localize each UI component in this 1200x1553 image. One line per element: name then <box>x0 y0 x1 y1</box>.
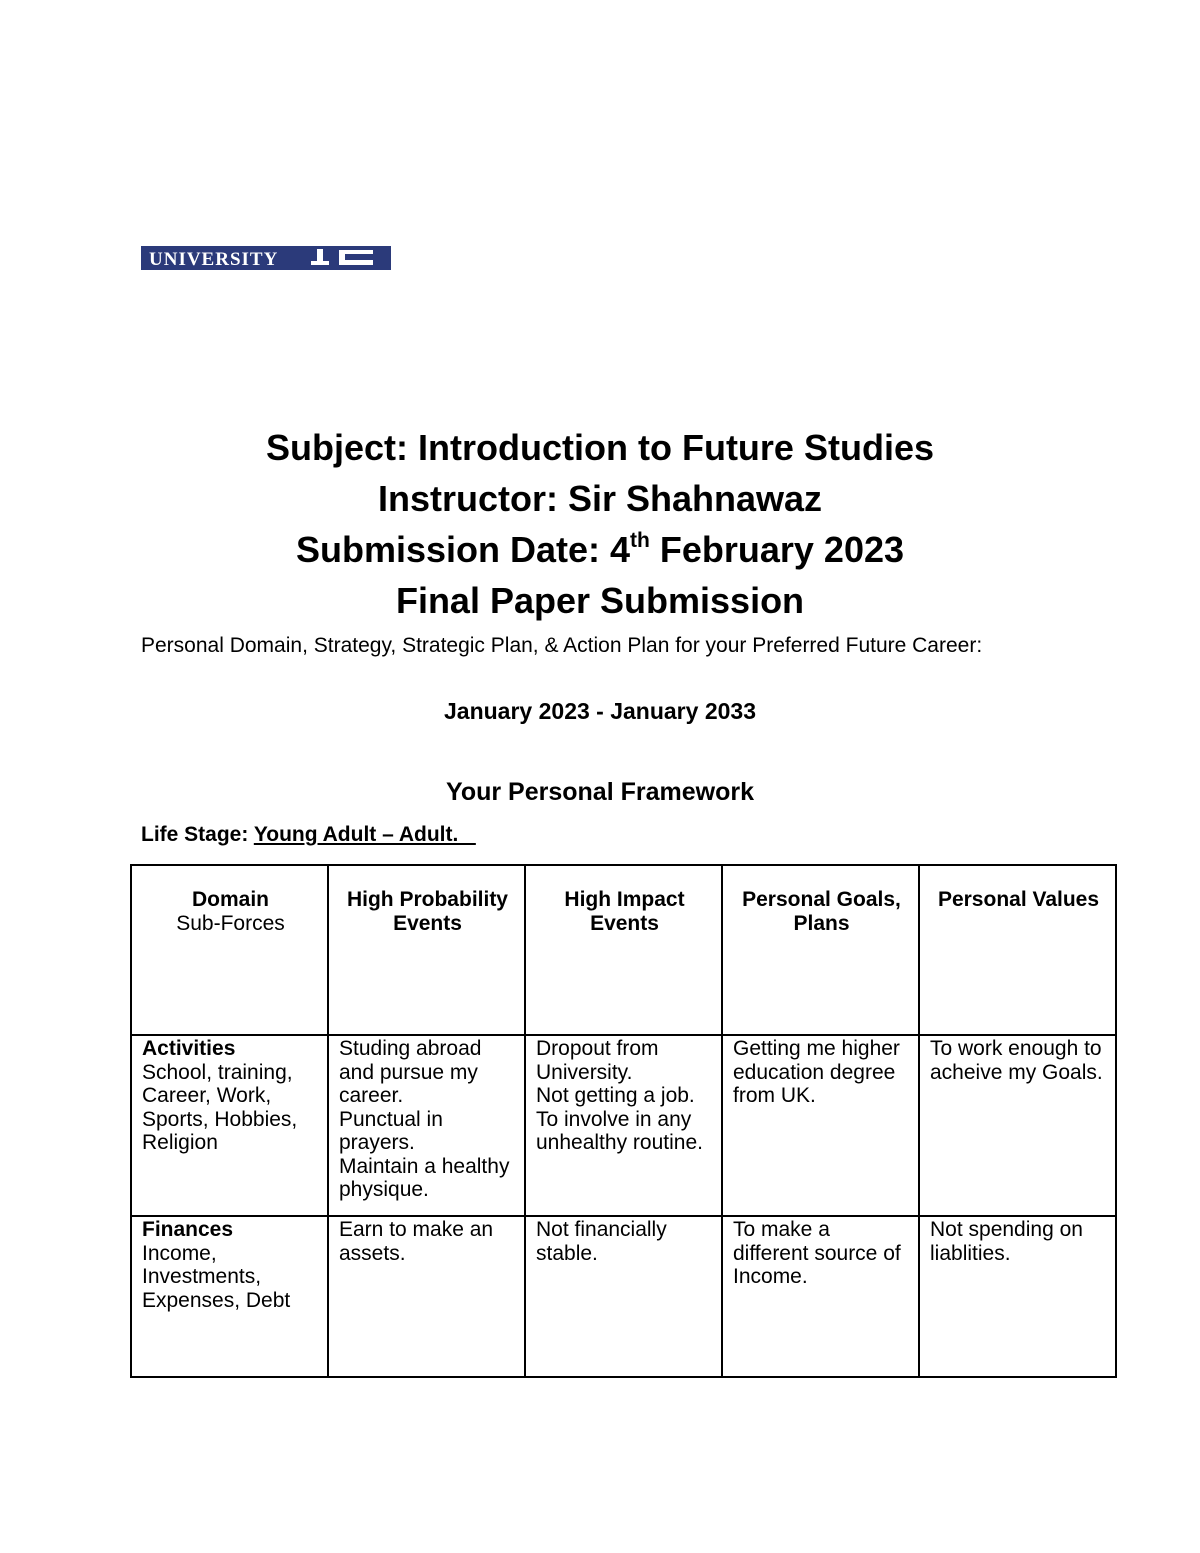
cell-high-probability <box>328 1035 525 1216</box>
cell-high-impact-text: Not financially stable. <box>536 1218 667 1265</box>
cell-high-probability <box>328 1216 525 1377</box>
header-high-impact <box>525 865 722 1035</box>
life-stage-separator: : <box>241 823 254 846</box>
table-header-row <box>131 865 1116 1035</box>
domain-sub-forces: Income, Investments, Expenses, Debt <box>142 1241 291 1312</box>
personal-framework-table <box>130 864 1117 1378</box>
cell-high-probability-text: Studing abroad and pursue my career. Punctual in prayers. Maintain a healthy physique. <box>339 1037 510 1201</box>
header-personal-values-title: Personal Values <box>937 888 1100 911</box>
cell-goals-plans <box>722 1035 919 1216</box>
intro-paragraph: Personal Domain, Strategy, Strategic Plan, & Action Plan for your Preferred Future Career: <box>141 634 983 657</box>
university-logo <box>141 246 391 270</box>
header-domain <box>131 865 328 1035</box>
cell-high-impact <box>525 1216 722 1377</box>
cell-high-impact-text: Dropout from University. Not getting a job. To involve in any unhealthy routine. <box>536 1037 703 1154</box>
instructor-heading: Instructor: Sir Shahnawaz <box>377 478 823 519</box>
header-high-impact-title: High Impact Events <box>564 888 685 935</box>
submission-date-prefix: Submission Date: 4 <box>295 529 631 570</box>
paper-title-heading: Final Paper Submission <box>395 580 805 621</box>
table-row <box>131 1035 1116 1216</box>
heading-block <box>0 422 1200 626</box>
period-range: January 2023 - January 2033 <box>444 698 756 724</box>
table-row <box>131 1216 1116 1377</box>
cell-high-impact <box>525 1035 722 1216</box>
cell-personal-values-text: To work enough to acheive my Goals. <box>930 1037 1103 1084</box>
domain-name: Finances <box>142 1218 234 1241</box>
header-goals-plans <box>722 865 919 1035</box>
cell-goals-plans-text: Getting me higher education degree from UK. <box>733 1037 900 1107</box>
life-stage-label: Life Stage <box>141 823 242 846</box>
submission-date-superscript: th <box>630 529 650 552</box>
cell-goals-plans-text: To make a different source of Income. <box>733 1218 901 1288</box>
header-high-probability <box>328 865 525 1035</box>
header-domain-subtitle: Sub-Forces <box>176 911 285 935</box>
header-high-probability-title: High Probability Events <box>346 888 508 935</box>
cell-domain <box>131 1216 328 1377</box>
cell-personal-values <box>919 1216 1116 1377</box>
header-personal-values <box>919 865 1116 1035</box>
submission-date-heading <box>0 524 1200 575</box>
submission-date-suffix: February 2023 <box>649 529 905 570</box>
logo-text: UNIVERSITY <box>149 249 279 270</box>
university-logo-icon <box>141 246 391 270</box>
life-stage-line <box>141 821 476 849</box>
header-domain-title: Domain <box>191 888 269 911</box>
cell-high-probability-text: Earn to make an assets. <box>339 1218 494 1265</box>
header-goals-plans-title: Personal Goals, Plans <box>742 888 901 935</box>
cell-personal-values <box>919 1035 1116 1216</box>
framework-title: Your Personal Framework <box>446 778 754 806</box>
cell-domain <box>131 1035 328 1216</box>
domain-sub-forces: School, training, Career, Work, Sports, Hobbies, Religion <box>142 1060 298 1154</box>
cell-goals-plans <box>722 1216 919 1377</box>
life-stage-value: Young Adult – Adult. <box>253 823 476 846</box>
subject-heading: Subject: Introduction to Future Studies <box>266 427 934 468</box>
domain-name: Activities <box>142 1037 236 1060</box>
cell-personal-values-text: Not spending on liablities. <box>930 1218 1083 1265</box>
